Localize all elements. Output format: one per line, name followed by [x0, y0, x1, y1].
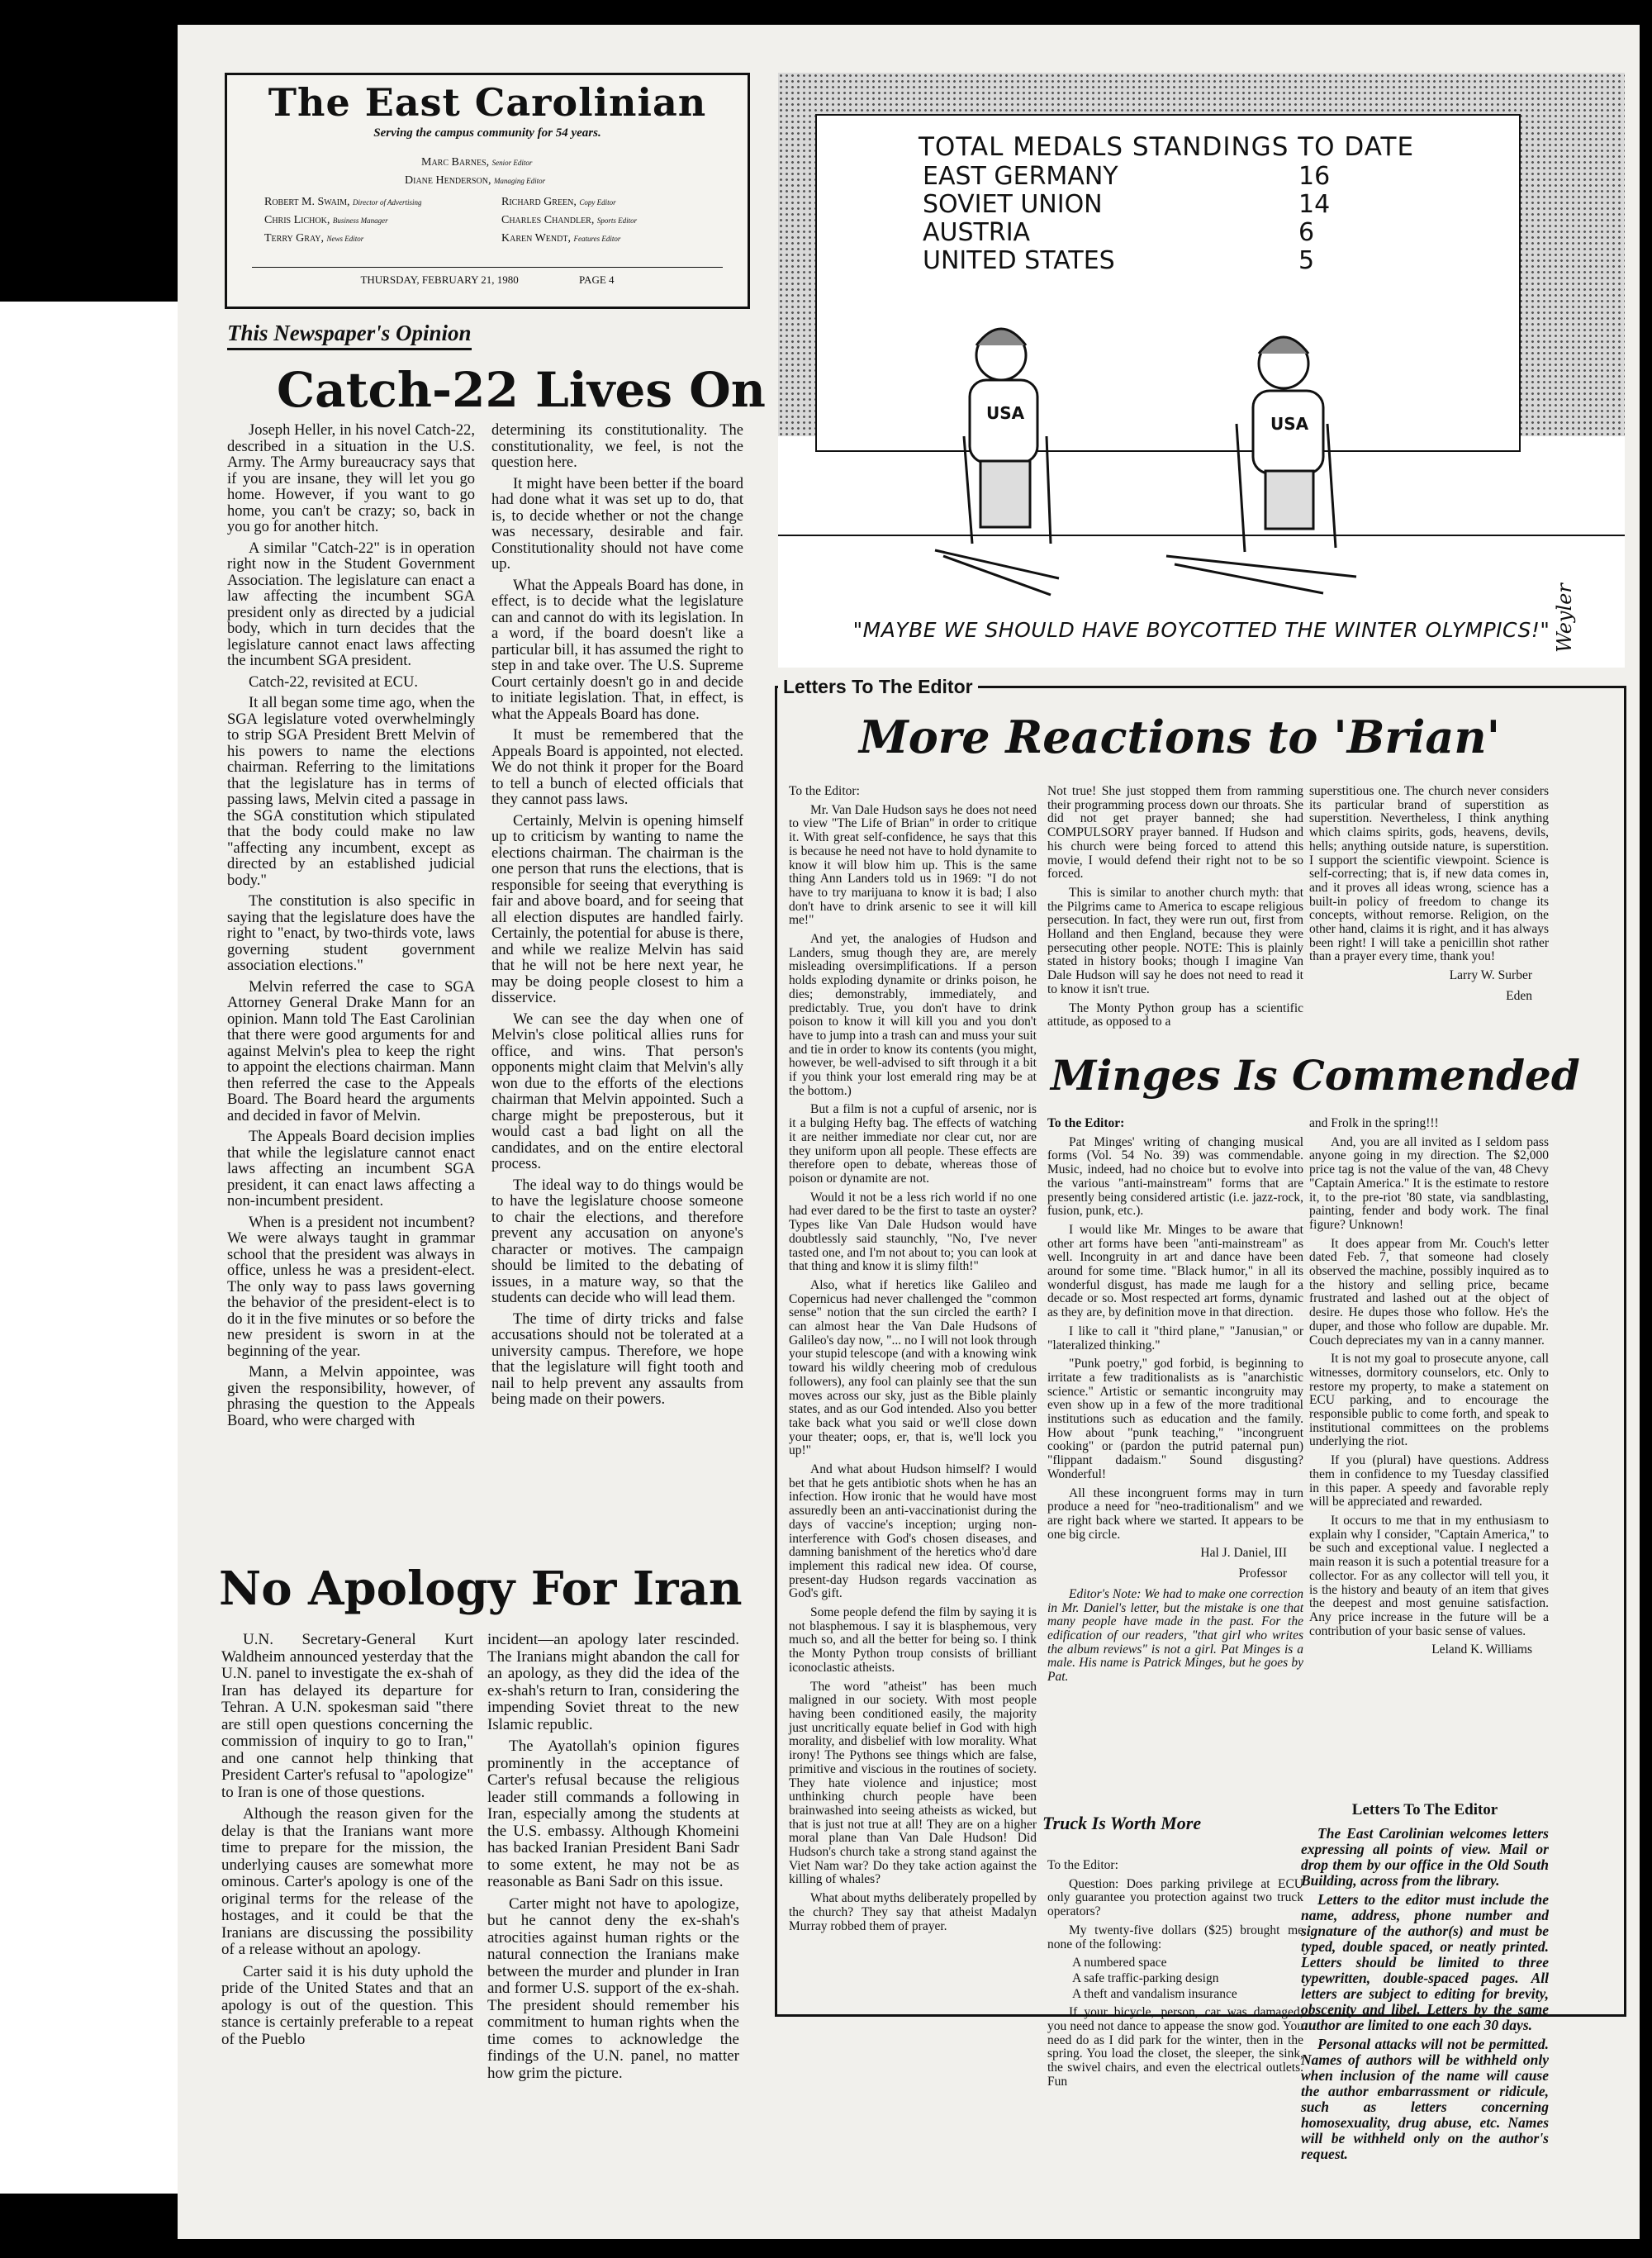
- paragraph: "Punk poetry," god forbid, is beginning to irritate a few traditionalists as is "anarchistic science." Artistic or semantic incongruity may even show up in a few of the more traditional institutions such as education and the family. How about "punk teaching," "incongruent cooking" or (pardon the putrid paternal pun) "flippant dadaism." Sound disgusting? Wonderful!: [1047, 1357, 1303, 1481]
- catch22-headline: Catch-22 Lives On: [277, 362, 766, 418]
- policy-text: [1301, 1826, 1549, 2162]
- paragraph: And yet, the analogies of Hudson and Landers, smug though they are, are merely misleading oversimplifications. If a person holds exploding dynamite or drinks poison, he dies; demonstrably, immediately, and predictably. True, you don't have to drink poison to know it will kill you and you don't have to jump into a trash can and muss your suit and tie in order to know its contents (you might, however, be well-advised to sift through it a bit if you think your lost emerald ring may be at the bottom.): [789, 932, 1037, 1098]
- salutation: To the Editor:: [1047, 1858, 1118, 1872]
- truck-column-2: [1309, 1117, 1549, 1664]
- medal-count: 6: [1298, 218, 1315, 247]
- paragraph: Mann, a Melvin appointee, was given the responsibility, however, of phrasing the question to the Appeals Board, who were charged with: [227, 1364, 475, 1429]
- paragraph: Catch-22, revisited at ECU.: [249, 673, 418, 691]
- paragraph: And, you are all invited as I seldom pass anyone going in my direction. The $2,000 price tag is not the value of the van, 48 Chevy "Captain America." It is the estimate to restore it, to the pre-riot '80 state, via sandblasting, painting, fender and body work. The final figure? Unknown!: [1309, 1134, 1549, 1232]
- staff-entry: Marc Barnes, Senior Editor: [421, 156, 533, 169]
- staff-entry: Chris Lichok, Business Manager: [264, 214, 388, 226]
- paragraph: Mr. Van Dale Hudson says he does not need to view "The Life of Brian" in order to critique it. With great self-confidence, he says that this is because he need not have to hold dynamite to know it will blow him up. This is the same thing Ann Landers told us in 1969: "I do not have to try marijuana to know it is bad; I also don't have to drink arsenic to see it will kill me!": [789, 802, 1037, 928]
- minges-column: [1047, 1117, 1303, 1690]
- masthead-box: [225, 73, 750, 309]
- brian-column-1: [789, 785, 1037, 1938]
- jacket-label: USA: [1270, 414, 1309, 434]
- staff-entry: Richard Green, Copy Editor: [501, 196, 616, 208]
- paragraph: Question: Does parking privilege at ECU only guarantee you protection against two truck operators?: [1047, 1876, 1303, 1919]
- paragraph: I like to call it "third plane," "Janusian," or "lateralized thinking.": [1047, 1324, 1303, 1352]
- arrow-up-icon: ↑: [120, 2107, 154, 2153]
- paragraph: determining its constitutionality. The constitutionality, we feel, is not the question here.: [491, 422, 743, 471]
- artist-signature: Weyler: [1553, 583, 1576, 653]
- scoreboard-title: TOTAL MEDALS STANDINGS TO DATE: [919, 132, 1415, 162]
- iran-headline: No Apology For Iran: [219, 1562, 743, 1616]
- paragraph: What the Appeals Board has done, in effect, is to decide what the legislature can and cannot do with its legislation. In a word, if the board doesn't like a particular bill, it has assumed the right to step in and take over. The U.S. Supreme Court certainly doesn't go in and decide to initiate legislation. That, in effect, is what the Appeals Board has done.: [491, 577, 743, 723]
- country: EAST GERMANY: [923, 162, 1118, 191]
- paragraph: It is not my goal to prosecute anyone, call witnesses, dormitory counselors, etc. Only to restore my property, to make a statement on ECU parking, and to encourage the responsible public to come forth, and speak to institutional committees on the problems underlying the riot.: [1309, 1352, 1549, 1449]
- masthead-title: The East Carolinian: [268, 80, 707, 125]
- cartoon-caption: "MAYBE WE SHOULD HAVE BOYCOTTED THE WINTER OLYMPICS!": [852, 618, 1550, 642]
- salutation: To the Editor:: [789, 784, 860, 798]
- paragraph: Joseph Heller, in his novel Catch-22, described in a situation in the U.S. Army. The Army bureaucracy says that if you are insane, they will let you go home. However, if you want to go home, you can't be crazy; so, back in you go for another hitch.: [227, 422, 475, 535]
- paragraph: The ideal way to do things would be to have the legislature choose someone to chair the elections, and therefore prevent any accusation on anyone's character or motives. The campaign should be limited to the debating of issues, in a mature way, so that the students can decide who will lead them.: [491, 1177, 743, 1306]
- paragraph: Pat Minges' writing of changing musical forms (Vol. 54 No. 39) was commendable. Music, indeed, had no choice but to evolve into the various "anti-mainstream" forms that are presently being considered artistic (i.e. jazz-rock, fusion, punk, etc.).: [1047, 1134, 1303, 1219]
- skier-right: [1166, 337, 1356, 593]
- paragraph: My twenty-five dollars ($25) brought me none of the following:: [1047, 1923, 1303, 1951]
- letters-section-label: Letters To The Editor: [778, 676, 978, 698]
- list-item: A safe traffic-parking design: [1072, 1970, 1219, 1985]
- paragraph: Carter said it is his duty uphold the pride of the United States and that an apology is out of the question. This stance is certainly preferable to a repeat of the Pueblo: [221, 1962, 473, 2048]
- paragraph: The time of dirty tricks and false accusations should not be tolerated at a university campus. Therefore, we hope that the legislature will fight tooth and nail to help prevent any assaults from being made on their powers.: [491, 1310, 743, 1408]
- list-item: A numbered space: [1072, 1956, 1167, 1970]
- paragraph: Would it not be a less rich world if no one had ever dared to be the first to taste an oyster? Types like Van Dale Hudson would have doubtlessly said staunchly, "No, I've never tasted one, and I'm not about to; you can look at that thing and know it is slimy filth!": [789, 1190, 1037, 1274]
- catch22-column-2: [491, 423, 743, 1414]
- brian-column-2: [1047, 785, 1303, 1034]
- arrow-up-icon: ↑: [70, 2140, 104, 2186]
- paragraph: We can see the day when one of Melvin's close political allies runs for office, and wins. That person's opponents might claim that Melvin's ally won due to the efforts of the elections chairman that Melvin appointed. Such a charge might be preposterous, but it would cast a bad light on all the candidates, and on the entire electoral process.: [491, 1010, 743, 1172]
- truck-column-1: [1047, 1859, 1303, 2094]
- issue-date: THURSDAY, FEBRUARY 21, 1980: [360, 273, 519, 286]
- letters-policy-box: [1301, 1801, 1549, 2162]
- page-number: PAGE 4: [579, 273, 615, 286]
- brian-headline: More Reactions to 'Brian': [859, 711, 1501, 763]
- paragraph: Carter might not have to apologize, but he cannot deny the ex-shah's atrocities against human rights or the natural connection the Iranians make between the murder and plunder in Iran and former U.S. support of the ex-shah. The president should remember his commitment to human rights when the time comes to acknowledge the findings of the U.N. panel, no matter how grim the picture.: [487, 1894, 739, 2082]
- truck-headline: Truck Is Worth More: [1042, 1813, 1202, 1833]
- brian-column-3: [1309, 785, 1549, 1010]
- staff-entry: Charles Chandler, Sports Editor: [501, 214, 638, 226]
- paragraph: And what about Hudson himself? I would bet that he gets antibiotic shots when he has an infection. How ironic that he would have most assuredly been an anti-vaccinationist during the days of vaccine's inception; urging non-interference with God's chosen diseases, and damning banishment of the heretics who'd dare implement this radical new idea. Of course, present-day Hudson regards vaccination as God's gift.: [789, 1462, 1037, 1601]
- paragraph: It all began some time ago, when the SGA legislature voted overwhelmingly to strip SGA President Brett Melvin of his powers to name the elections chairman. Referring to the limitations that the legislature has in terms of passing laws, Melvin cited a passage in the SGA constitution which stipulated that the body could make no law "affecting any incumbent, except as directed by an established judicial body.": [227, 695, 475, 889]
- masthead-subtitle: Serving the campus community for 54 years.: [373, 126, 601, 140]
- medal-count: 5: [1298, 246, 1315, 275]
- iran-column-1: [221, 1632, 473, 2053]
- medal-count: 16: [1298, 162, 1331, 191]
- paragraph: It does appear from Mr. Couch's letter dated Feb. 7, that someone had closely observed the machine, possibly inquired as to the history and selling price, became frustrated and lashed out at the object of desire. He dupes those who follow. He's the duper, and those who follow are dupable. Mr. Couch depreciates my van in a canny manner.: [1309, 1236, 1549, 1348]
- paragraph: All these incongruent forms may in turn produce a need for "neo-traditionalism" and we are right back where we started. It appears to be one big circle.: [1047, 1486, 1303, 1542]
- paragraph: Melvin referred the case to SGA Attorney General Drake Mann for an opinion. Mann told The East Carolinian that there were good arguments for and against Melvin's plea to keep the right to appoint the elections chairman. Mann then referred the case to the Appeals Board. The Board heard the arguments and decided in favor of Melvin.: [227, 978, 475, 1124]
- paragraph: When is a president not incumbent? We were always taught in grammar school that the president was always in office, unless he was a president-elect. The only way to pass laws governing the behavior of the president-elect is to do it in the five minutes or so before the new president is sworn in at the beginning of the year.: [227, 1214, 475, 1360]
- editors-note: Editor's Note: We had to make one correction in Mr. Daniel's letter, but the mistake is one that many people have made in the past. For the edification of our readers, "that girl who writes the album reviews" is not a girl. Pat Minges is a male. His name is Patrick Minges, but he goes by Pat.: [1047, 1586, 1303, 1685]
- paragraph: If you (plural) have questions. Address them in confidence to my Tuesday classified in this paper. A speedy and favorable reply will be appreciated and rewarded.: [1309, 1453, 1549, 1509]
- paragraph: This is similar to another church myth: that the Pilgrims came to America to escape religious persecution. In fact, they were run out, first from Holland and then England, because they were persecuting other people. NOTE: This is plainly stated in history books; though I imagine Van Dale Hudson will say he does not need to read it to know it isn't true.: [1047, 885, 1303, 996]
- opinion-section-label: This Newspaper's Opinion: [227, 321, 472, 350]
- paragraph: The constitution is also specific in saying that the legislature does have the right to "enact, by two-thirds vote, laws governing student government association elections.": [227, 893, 475, 974]
- paragraph: Although the reason given for the delay is that the Iranians want more time to prepare for the mission, the underlying causes are somewhat more ominous. Carter's apology is one of the original terms for the release of the hostages, and it could be that the Iranians are discussing the possibility of a release without an apology.: [221, 1805, 473, 1958]
- skiers-drawing: [778, 73, 1625, 601]
- signer-name: Leland K. Williams: [1431, 1642, 1532, 1657]
- paragraph: and Frolk in the spring!!!: [1309, 1116, 1439, 1130]
- paragraph: The Appeals Board decision implies that while the legislature cannot enact laws affecting an incumbent SGA president, it can enact laws affecting a non-incumbent president.: [227, 1129, 475, 1210]
- paragraph: Letters to the editor must include the name, address, phone number and signature of the author(s) and must be typed, double spaced, or neatly printed. Letters should be limited to three typewritten, double-spaced pages. All letters are subject to editing for brevity, obscenity and libel. Letters by the same author are limited to one each 30 days.: [1301, 1891, 1549, 2033]
- staff-entry: Terry Gray, News Editor: [264, 232, 364, 245]
- skier-left: [935, 329, 1059, 595]
- paragraph: Not true! She just stopped them from ramming their programming process down our throats. She did not get prayer banned; she had COMPULSORY prayer banned. If Hudson and his church were being forced to attend this movie, I would defend their right not to be so forced.: [1047, 784, 1303, 882]
- paragraph: If your bicycle, person, car was damaged; you need not dance to appease the snow god. You need do as I did park for the winter, then in the spring. You load the closet, the sleeper, the sink, the swivel chairs, and even the electrical outlets. Fun: [1047, 2005, 1303, 2089]
- paragraph: It must be remembered that the Appeals Board is appointed, not elected. We do not think it proper for the Board to tell a bunch of elected officials that they cannot pass laws.: [491, 727, 743, 808]
- country: AUSTRIA: [923, 218, 1031, 247]
- signer-title: Professor: [1238, 1566, 1287, 1581]
- signer-place: Eden: [1506, 988, 1532, 1003]
- paragraph: It might have been better if the board had done what it was set up to do, that is, to decide whether or not the change was necessary, desirable and fair. Constitutionality should not have come up.: [491, 475, 743, 573]
- paragraph: incident—an apology later rescinded. The Iranians might abandon the call for an apology, as they did the idea of the ex-shah's return to Iran, considering the impending Soviet threat to the new Islamic republic.: [487, 1631, 739, 1733]
- paragraph: I would like Mr. Minges to be aware that other art forms have been "anti-mainstream" as well. Incongruity in art and dance have been around for some time. "Black humor," in all its wonderful disgust, has made me laugh for a decade or so. Most respected art forms, dynamic as they are, by definition move in that direction.: [1047, 1222, 1303, 1320]
- paragraph: What about myths deliberately propelled by the church? They say that atheist Madalyn Murray robbed them of prayer.: [789, 1891, 1037, 1933]
- staff-entry: Karen Wendt, Features Editor: [501, 232, 621, 245]
- salutation: To the Editor:: [1047, 1116, 1125, 1130]
- paragraph: It occurs to me that in my enthusiasm to explain why I consider, "Captain America," to be such and exceptional value. I neglected a main reason it is such a potential treasure for a collector. For as any collector will tell you, it is the history and beauty of an item that gives the deepest and most genuine satisfaction. Any price increase in the future will be a contribution of your basic sense of values.: [1309, 1513, 1549, 1638]
- paragraph: Also, what if heretics like Galileo and Copernicus had never challenged the "common sense" notion that the sun circled the earth? I can almost hear the Van Dale Hudsons of Galileo's day now, "... no I will not look through your stupid telescope (and with a knowing wink toward his wildly cheering mob of credulous followers), any fool can plainly see that the sun moves across our sky, just as the Bible plainly states, and as our God intended. Also you better take back what you said or we'll close down your theater; oops, er, that is, we'll lock you up!": [789, 1277, 1037, 1458]
- paragraph: The Monty Python group has a scientific attitude, as opposed to a: [1047, 1001, 1303, 1029]
- page-margin-strip: [0, 302, 178, 2194]
- catch22-column-1: [227, 423, 475, 1434]
- paragraph: A similar "Catch-22" is in operation right now in the Student Government Association. The legislature can enact a law affecting the incumbent SGA president only as directed by a judicial body, which in turn decides that the legislature cannot enact laws affecting the incumbent SGA president.: [227, 540, 475, 669]
- olympics-cartoon: [778, 73, 1625, 668]
- country: UNITED STATES: [923, 246, 1115, 275]
- jacket-label: USA: [986, 403, 1025, 423]
- paragraph: The word "atheist" has been much maligned in our society. With most people having been conditioned easily, the majority just uncritically equate belief in God with high morality, and disbelief with low morality. What irony! The Pythons see things which are false, primitive and viscious in the routines of society. They hate violence and injustice; most unthinking church people have been brainwashed into seeing atheists as wicked, but that is just not true at all! They are on a higher moral plane than Van Dale Hudson! Did Hudson's church take a strong stand against the Viet Nam war? Do they take action against the killing of whales?: [789, 1679, 1037, 1887]
- paragraph: Some people defend the film by saying it is not blasphemous. I say it is blasphemous, very much so, and all the better for being so. I think the Monty Python troup consists of brilliant iconoclastic atheists.: [789, 1605, 1037, 1675]
- paragraph: The Ayatollah's opinion figures prominently in the acceptance of Carter's refusal because the religious leader still commands a following in Iran, especially among the students at the U.S. embassy. Although Khomeini has backed Iranian President Bani Sadr to some extent, he may not be as reasonable as Bani Sadr on this issue.: [487, 1737, 739, 1890]
- minges-headline: Minges Is Commended: [1051, 1051, 1580, 1100]
- policy-title: Letters To The Editor: [1351, 1801, 1498, 1818]
- masthead-rule: [252, 267, 723, 268]
- signer-name: Hal J. Daniel, III: [1200, 1546, 1287, 1561]
- staff-entry: Diane Henderson, Managing Editor: [405, 174, 546, 187]
- paragraph: U.N. Secretary-General Kurt Waldheim announced yesterday that the U.N. panel to investigate the ex-shah of Iran has delayed its departure for Tehran. A U.N. spokesman said "there are still open questions concerning the commission of inquiry to go to Iran," and one cannot help thinking that President Carter's refusal to "apologize" to Iran is one of those questions.: [221, 1631, 473, 1801]
- dateline: [227, 273, 748, 287]
- list-item: A theft and vandalism insurance: [1072, 1986, 1237, 2001]
- paragraph: But a film is not a cupful of arsenic, nor is it a bulging Hefty bag. The effects of watching it are neither immediate nor clear cut, nor are they uniform upon all people. These effects are therefore open to debate, whereas those of poison or dynamite are not.: [789, 1102, 1037, 1186]
- staff-entry: Robert M. Swaim, Director of Advertising: [264, 196, 422, 208]
- paragraph: Certainly, Melvin is opening himself up to criticism by wanting to name the elections chairman. The chairman is the one person that runs the elections, that is responsible for seeing that everything is fair and above board, and for seeing that all election disputes are handled fairly. Certainly, the potential for abuse is there, and while we realize Melvin has said that he will not be here next year, he may be doing people closest to him a disservice.: [491, 812, 743, 1006]
- iran-column-2: [487, 1632, 739, 2087]
- signer-name: Larry W. Surber: [1449, 968, 1532, 983]
- paragraph: The East Carolinian welcomes letters expressing all points of view. Mail or drop them by our office in the Old South Building, across from the library.: [1301, 1825, 1549, 1889]
- country: SOVIET UNION: [923, 190, 1103, 219]
- paragraph: superstitious one. The church never considers its particular brand of superstition as superstition. Nevertheless, I think anything which claims spirits, gods, heavens, devils, hells; anything outside nature, is superstition. I support the scientific viewpoint. Science is self-correcting; that is, if new data comes in, and it proves all ideas wrong, science has a built-in policy of freedom to change its concepts, without remorse. Religion, on the other hand, claims it is right, and it has always been right! I will take a penicillin shot rather than a prayer every time, thank you!: [1309, 784, 1549, 964]
- paragraph: Personal attacks will not be permitted. Names of authors will be withheld only when inclusion of the name will cause the author embarrassment or ridicule, such as letters concerning homosexuality, drug abuse, etc. Names will be withheld only on the author's request.: [1301, 2036, 1549, 2162]
- medal-count: 14: [1298, 190, 1331, 219]
